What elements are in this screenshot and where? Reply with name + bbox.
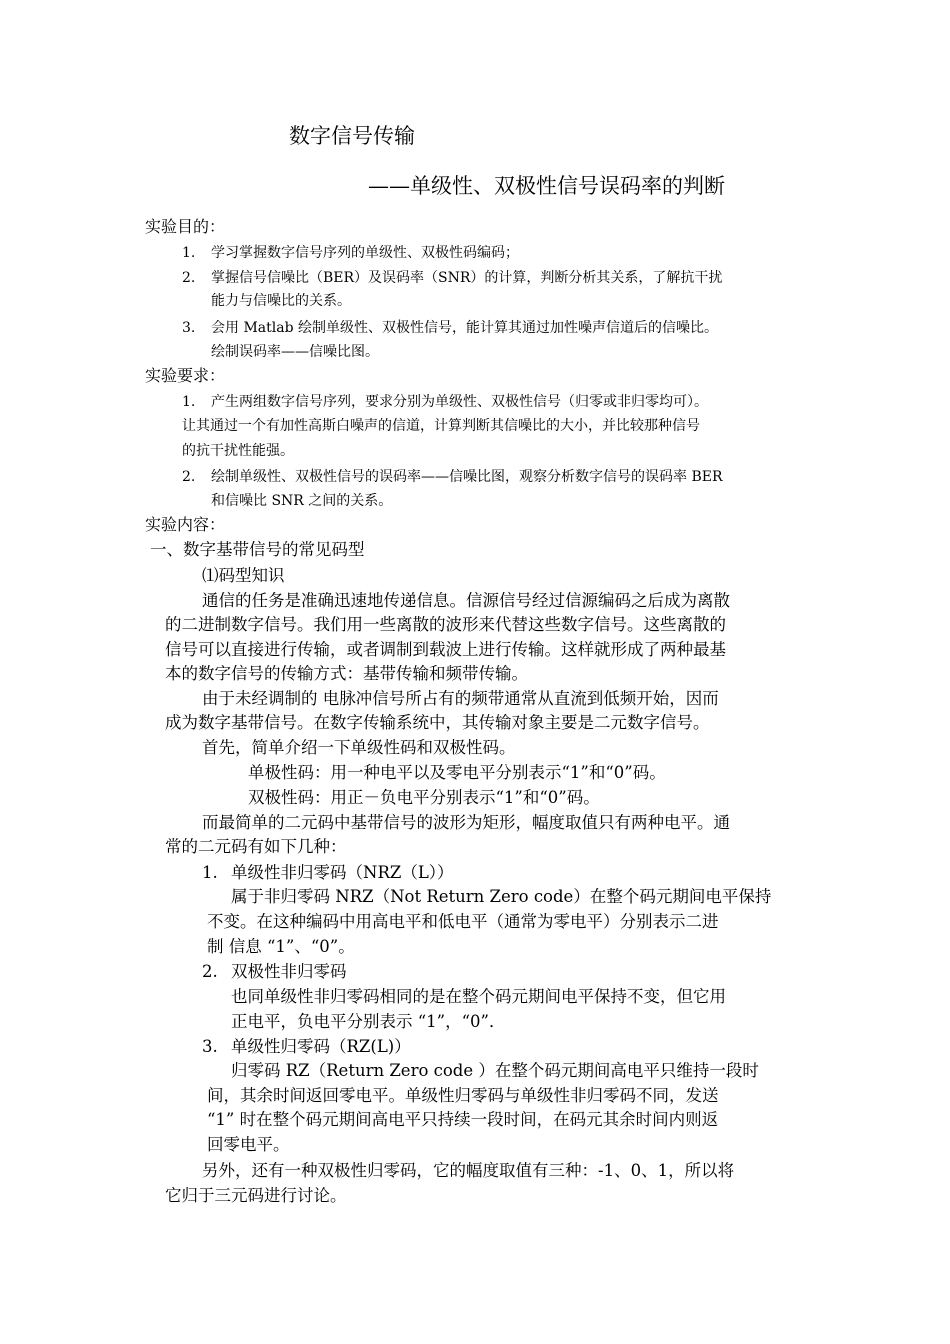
code-2-line-2: 正电平，负电平分别表示 “1”，“0”． — [231, 1012, 506, 1031]
content-heading: 实验内容： — [145, 515, 226, 534]
subsection-heading-1: ⑴码型知识 — [202, 566, 285, 585]
purpose-item-2-line-1: 掌握信号信噪比（BER）及误码率（SNR）的计算，判断分析其关系，了解抗干扰 — [211, 270, 723, 286]
paragraph-3: 首先，简单介绍一下单级性码和双极性码。 — [202, 738, 516, 757]
code-3-line-3: “1” 时在整个码元期间高电平只持续一段时间，在码元其余时间内则返 — [207, 1110, 719, 1129]
code-1-title: 单级性非归零码（NRZ（L）） — [231, 863, 454, 882]
requirements-item-2-line-1: 绘制单级性、双极性信号的误码率——信噪比图，观察分析数字信号的误码率 BER — [211, 469, 723, 485]
requirements-item-1-num: 1. — [182, 394, 196, 410]
bipolar-definition: 双极性码：用正－负电平分别表示“1”和“0”码。 — [248, 788, 600, 807]
document-title: 数字信号传输 — [289, 124, 415, 148]
paragraph-1-line-4: 本的数字信号的传输方式：基带传输和频带传输。 — [165, 664, 528, 683]
paragraph-4-line-1: 而最简单的二元码中基带信号的波形为矩形，幅度取值只有两种电平。通 — [202, 813, 730, 832]
paragraph-5-line-2: 它归于三元码进行讨论。 — [165, 1186, 347, 1205]
purpose-item-3-line-1: 会用 Matlab 绘制单级性、双极性信号，能计算其通过加性噪声信道后的信噪比。 — [211, 320, 718, 336]
purpose-item-2-num: 2. — [182, 270, 196, 286]
requirements-item-1-line-2: 让其通过一个有加性高斯白噪声的信道，计算判断其信噪比的大小，并比较那种信号 — [182, 418, 700, 434]
paragraph-2-line-1: 由于未经调制的 电脉冲信号所占有的频带通常从直流到低频开始，因而 — [202, 689, 719, 708]
paragraph-1-line-2: 的二进制数字信号。我们用一些离散的波形来代替这些数字信号。这些离散的 — [165, 615, 726, 634]
requirements-item-2-num: 2. — [182, 469, 196, 485]
code-1-line-2: 不变。在这种编码中用高电平和低电平（通常为零电平）分别表示二进 — [207, 912, 719, 931]
paragraph-1-line-1: 通信的任务是准确迅速地传递信息。信源信号经过信源编码之后成为离散 — [202, 591, 730, 610]
code-1-line-3: 制 信息 “1”、“0”。 — [207, 937, 355, 956]
section-heading-1: 一、数字基带信号的常见码型 — [150, 540, 365, 559]
purpose-heading: 实验目的： — [145, 217, 226, 236]
code-3-line-2: 间，其余时间返回零电平。单级性归零码与单级性非归零码不同，发送 — [207, 1086, 719, 1105]
requirements-heading: 实验要求： — [145, 366, 226, 385]
requirements-item-2-line-2: 和信噪比 SNR 之间的关系。 — [211, 493, 393, 509]
code-3-line-1: 归零码 RZ（Return Zero code ）在整个码元期间高电平只维持一段时 — [231, 1061, 759, 1080]
purpose-item-1-line-1: 学习掌握数字信号序列的单级性、双极性码编码； — [211, 245, 519, 261]
purpose-item-2-line-2: 能力与信噪比的关系。 — [211, 293, 351, 309]
code-2-num: 2. — [202, 962, 218, 981]
code-3-num: 3. — [202, 1037, 218, 1056]
purpose-item-1-num: 1. — [182, 245, 196, 261]
paragraph-1-line-3: 信号可以直接进行传输，或者调制到载波上进行传输。这样就形成了两种最基 — [165, 640, 726, 659]
code-3-title: 单级性归零码（RZ(L)） — [231, 1037, 411, 1056]
purpose-item-3-num: 3. — [182, 320, 196, 336]
paragraph-4-line-2: 常的二元码有如下几种： — [165, 837, 347, 856]
unipolar-definition: 单极性码：用一种电平以及零电平分别表示“1”和“0”码。 — [248, 763, 666, 782]
paragraph-5-line-1: 另外，还有一种双极性归零码，它的幅度取值有三种：-1、0、1，所以将 — [202, 1161, 735, 1180]
code-3-line-4: 回零电平。 — [207, 1135, 290, 1154]
code-1-line-1: 属于非归零码 NRZ（Not Return Zero code）在整个码元期间电平保持 — [231, 887, 772, 906]
purpose-item-3-line-2: 绘制误码率——信噪比图。 — [211, 344, 379, 360]
requirements-item-1-line-3: 的抗干扰性能强。 — [182, 443, 294, 459]
code-1-num: 1. — [202, 863, 218, 882]
paragraph-2-line-2: 成为数字基带信号。在数字传输系统中，其传输对象主要是二元数字信号。 — [165, 713, 710, 732]
code-2-title: 双极性非归零码 — [231, 962, 347, 981]
document-subtitle: ——单级性、双极性信号误码率的判断 — [368, 174, 725, 198]
requirements-item-1-line-1: 产生两组数字信号序列，要求分别为单级性、双极性信号（归零或非归零均可）。 — [211, 394, 708, 410]
code-2-line-1: 也同单级性非归零码相同的是在整个码元期间电平保持不变，但它用 — [231, 987, 726, 1006]
